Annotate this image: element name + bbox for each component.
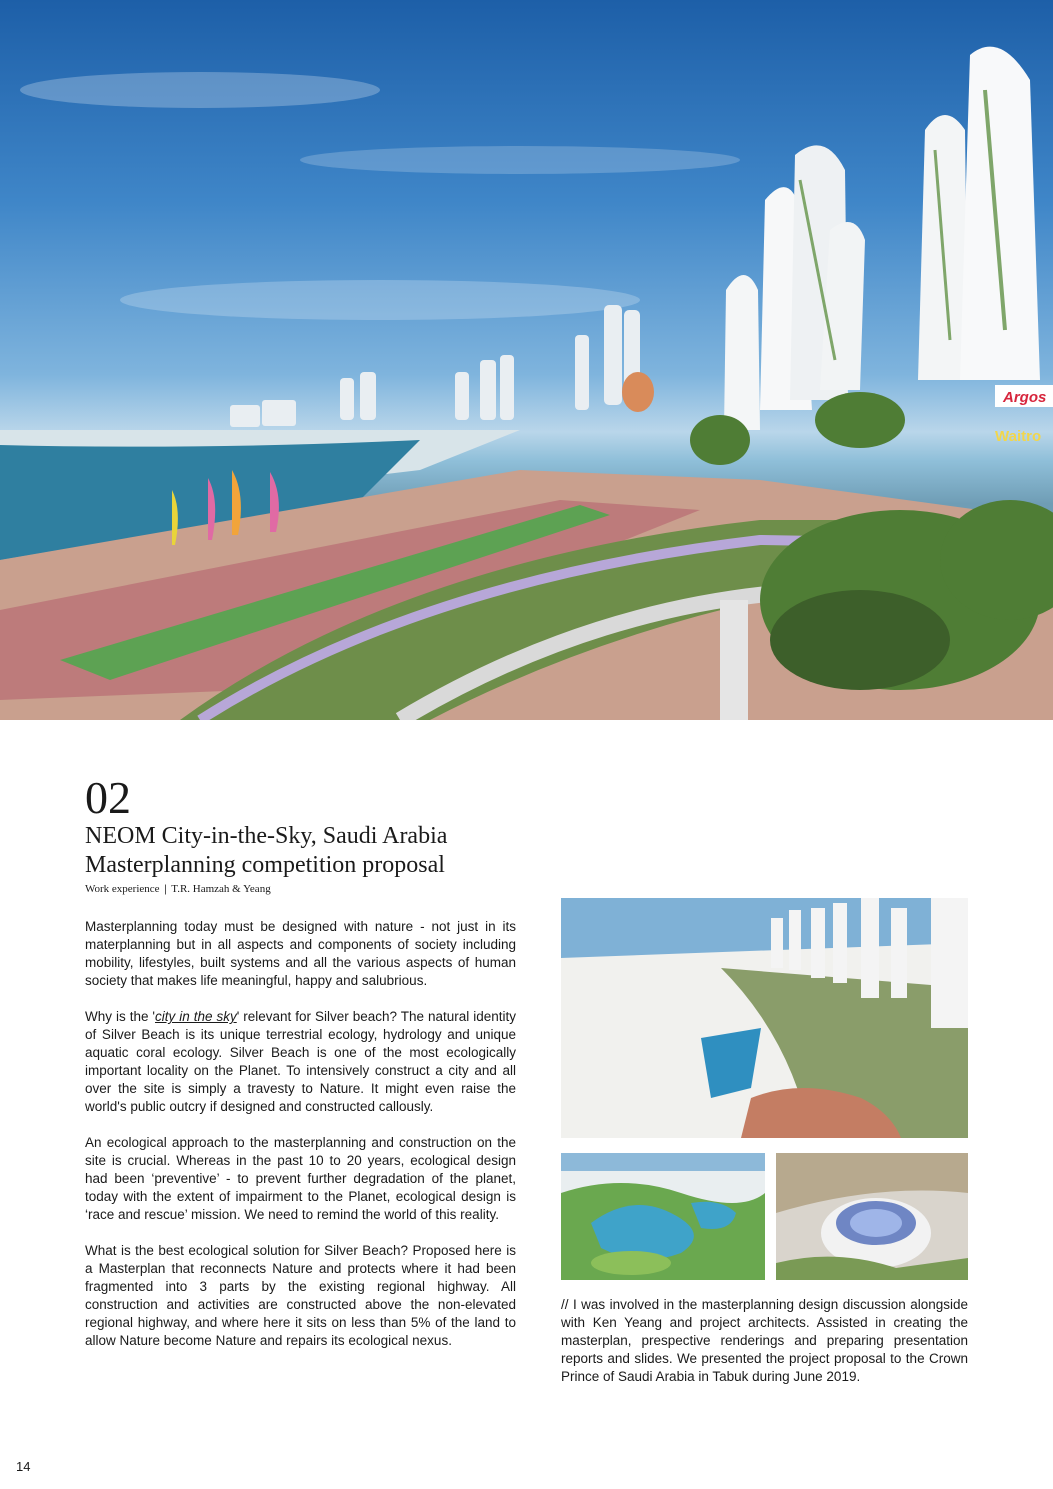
hero-rendering xyxy=(0,0,1053,720)
section-number: 02 xyxy=(85,772,131,823)
project-title-line1: NEOM City-in-the-Sky, Saudi Arabia xyxy=(85,823,448,849)
city-in-the-sky-link[interactable]: city in the sky xyxy=(155,1009,237,1024)
paragraph-2-start: Why is the ' xyxy=(85,1009,156,1024)
project-title xyxy=(85,822,447,880)
balloon xyxy=(622,372,654,412)
paragraph-2-rest: ' relevant for Silver beach? The natural identity of Silver Beach is its unique terrestrial ecology, hydrology and unique aquatic coral ecology. Silver Beach is one of the most ecologically important locality on the Planet. To intensively construct a city and all over the site is simply a travesty to Nature. It might even raise the world's public outcry if designed and constructed callously. xyxy=(85,1009,516,1114)
paragraph-2 xyxy=(85,1008,516,1116)
hero-illustration xyxy=(0,0,1053,720)
subtitle-separator: | xyxy=(164,883,167,895)
aerial-masterplan-image xyxy=(561,898,968,1138)
involvement-caption: // I was involved in the masterplanning design discussion alongside with Ken Yeang and project architects. Assisted in creating the masterplan, prespective renderings and preparing presentation reports and slides. We presented the project proposal to the Crown Prince of Saudi Arabia in Tabuk during June 2019. xyxy=(561,1297,968,1384)
paragraph-3: An ecological approach to the masterplanning and construction on the site is crucial. Whereas in the past 10 to 20 years, ecological design had been ‘preventive’ - to prevent further degradation of the planet, today with the extent of impairment to the Planet, ecological design is ‘race and rescue’ mission. We need to remind the world of this reality. xyxy=(85,1135,516,1222)
paragraph-4: What is the best ecological solution for Silver Beach? Proposed here is a Masterplan that reconnects Nature and protects where it had been fragmented into 3 parts by the existing regional highway. All construction and activities are constructed above the non-elevated regional highway, and where here it sits on less than 5% of the land to allow Nature become Nature and repairs its ecological nexus. xyxy=(85,1243,516,1348)
subtitle-label: Work experience xyxy=(85,883,160,895)
sign-argos: Argos xyxy=(1003,389,1047,406)
subtitle-firm: T.R. Hamzah & Yeang xyxy=(171,883,271,895)
project-title-line2: Masterplanning competition proposal xyxy=(85,852,445,878)
sign-waitro: Waitro xyxy=(995,428,1042,445)
paragraph-1: Masterplanning today must be designed with nature - not just in its materplanning but in all aspects and components of society including mobility, lifestyles, built systems and all the various aspects of human society that makes life meaningful, happy and salubrious. xyxy=(85,919,516,988)
page-number: 14 xyxy=(16,1459,31,1474)
project-subtitle xyxy=(85,882,271,896)
stadium-dome-image xyxy=(776,1153,968,1280)
lagoon-park-image xyxy=(561,1153,765,1280)
body-text xyxy=(85,918,516,1368)
skyline xyxy=(230,305,640,427)
sky-towers xyxy=(724,47,1040,430)
